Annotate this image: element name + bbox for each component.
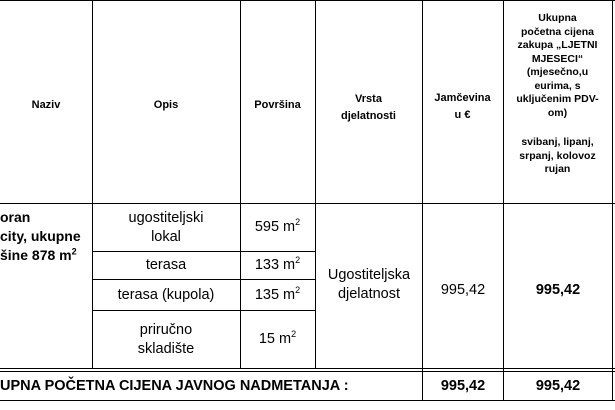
header-cijena-line: eurima, s xyxy=(534,79,581,92)
opis-cell xyxy=(92,280,240,310)
header-cijena-line: om) xyxy=(547,106,568,119)
header-cijena-line: zakupa „LJETNI xyxy=(517,39,598,51)
header-cijena-line: uključenim PDV- xyxy=(516,93,599,105)
superscript: 2 xyxy=(291,329,297,340)
superscript: 2 xyxy=(295,284,301,295)
povrsina-value: 15 m xyxy=(258,331,292,347)
povrsina-cell xyxy=(240,311,315,368)
opis-line: skladište xyxy=(137,340,195,357)
header-jamcevina xyxy=(422,91,503,122)
header-cijena-month-line: srpanj, kolovoz xyxy=(519,149,596,162)
superscript: 2 xyxy=(295,255,301,266)
naziv-line: city, ukupne xyxy=(0,228,81,244)
total-jamcevina: 995,42 xyxy=(440,377,486,394)
header-opis: Opis xyxy=(153,99,179,111)
jamcevina-cell: 995,42 xyxy=(440,281,486,298)
naziv-line: oran xyxy=(0,209,31,225)
superscript: 2 xyxy=(71,246,77,257)
opis-cell xyxy=(92,252,240,279)
povrsina-value: 133 m xyxy=(254,257,296,273)
header-jamcevina-line: u € xyxy=(454,109,471,121)
cijena-cell: 995,42 xyxy=(535,281,581,298)
col-divider xyxy=(422,0,423,400)
table-bottom-border xyxy=(0,400,615,401)
header-cijena-line: (mjesečno,u xyxy=(526,66,589,78)
vrsta-cell xyxy=(316,255,422,315)
superscript: 2 xyxy=(295,217,301,228)
vrsta-line: djelatnost xyxy=(337,286,401,302)
header-cijena-line: Ukupna xyxy=(538,12,577,24)
header-cijena-month-line: rujan xyxy=(544,163,571,175)
povrsina-cell xyxy=(240,204,315,251)
header-vrsta-line: djelatnosti xyxy=(340,110,396,122)
header-povrsina: Površina xyxy=(254,99,301,111)
header-cijena-line: početna cijena xyxy=(521,25,594,38)
header-vrsta-line: Vrsta xyxy=(355,93,382,105)
naziv-cell xyxy=(0,208,92,265)
col-divider xyxy=(612,0,613,400)
vrsta-line: Ugostiteljska xyxy=(327,267,411,283)
povrsina-value: 595 m xyxy=(254,219,296,235)
opis-cell xyxy=(92,204,240,251)
opis-line: lokal xyxy=(151,228,181,245)
povrsina-value: 135 m xyxy=(254,286,296,303)
opis-cell xyxy=(92,311,240,368)
opis-line: terasa xyxy=(145,257,187,273)
naziv-line-text: šine 878 m xyxy=(0,247,72,263)
header-jamcevina-line: Jamčevina xyxy=(434,92,491,104)
header-vrsta xyxy=(315,92,422,123)
header-naziv: Naziv xyxy=(31,99,61,111)
total-label: UPNA POČETNA CIJENA JAVNOG NADMETANJA : xyxy=(0,377,349,394)
opis-line: terasa (kupola) xyxy=(117,286,215,303)
opis-line: ugostiteljski xyxy=(128,209,204,226)
total-cijena: 995,42 xyxy=(535,377,581,394)
naziv-line xyxy=(0,246,92,265)
povrsina-cell xyxy=(240,252,315,279)
povrsina-cell xyxy=(240,280,315,310)
header-cijena xyxy=(503,12,612,177)
header-cijena-line: MJESECI“ xyxy=(531,52,584,65)
opis-line: priručno xyxy=(139,321,193,338)
header-cijena-month-line: svibanj, lipanj, xyxy=(521,136,594,148)
